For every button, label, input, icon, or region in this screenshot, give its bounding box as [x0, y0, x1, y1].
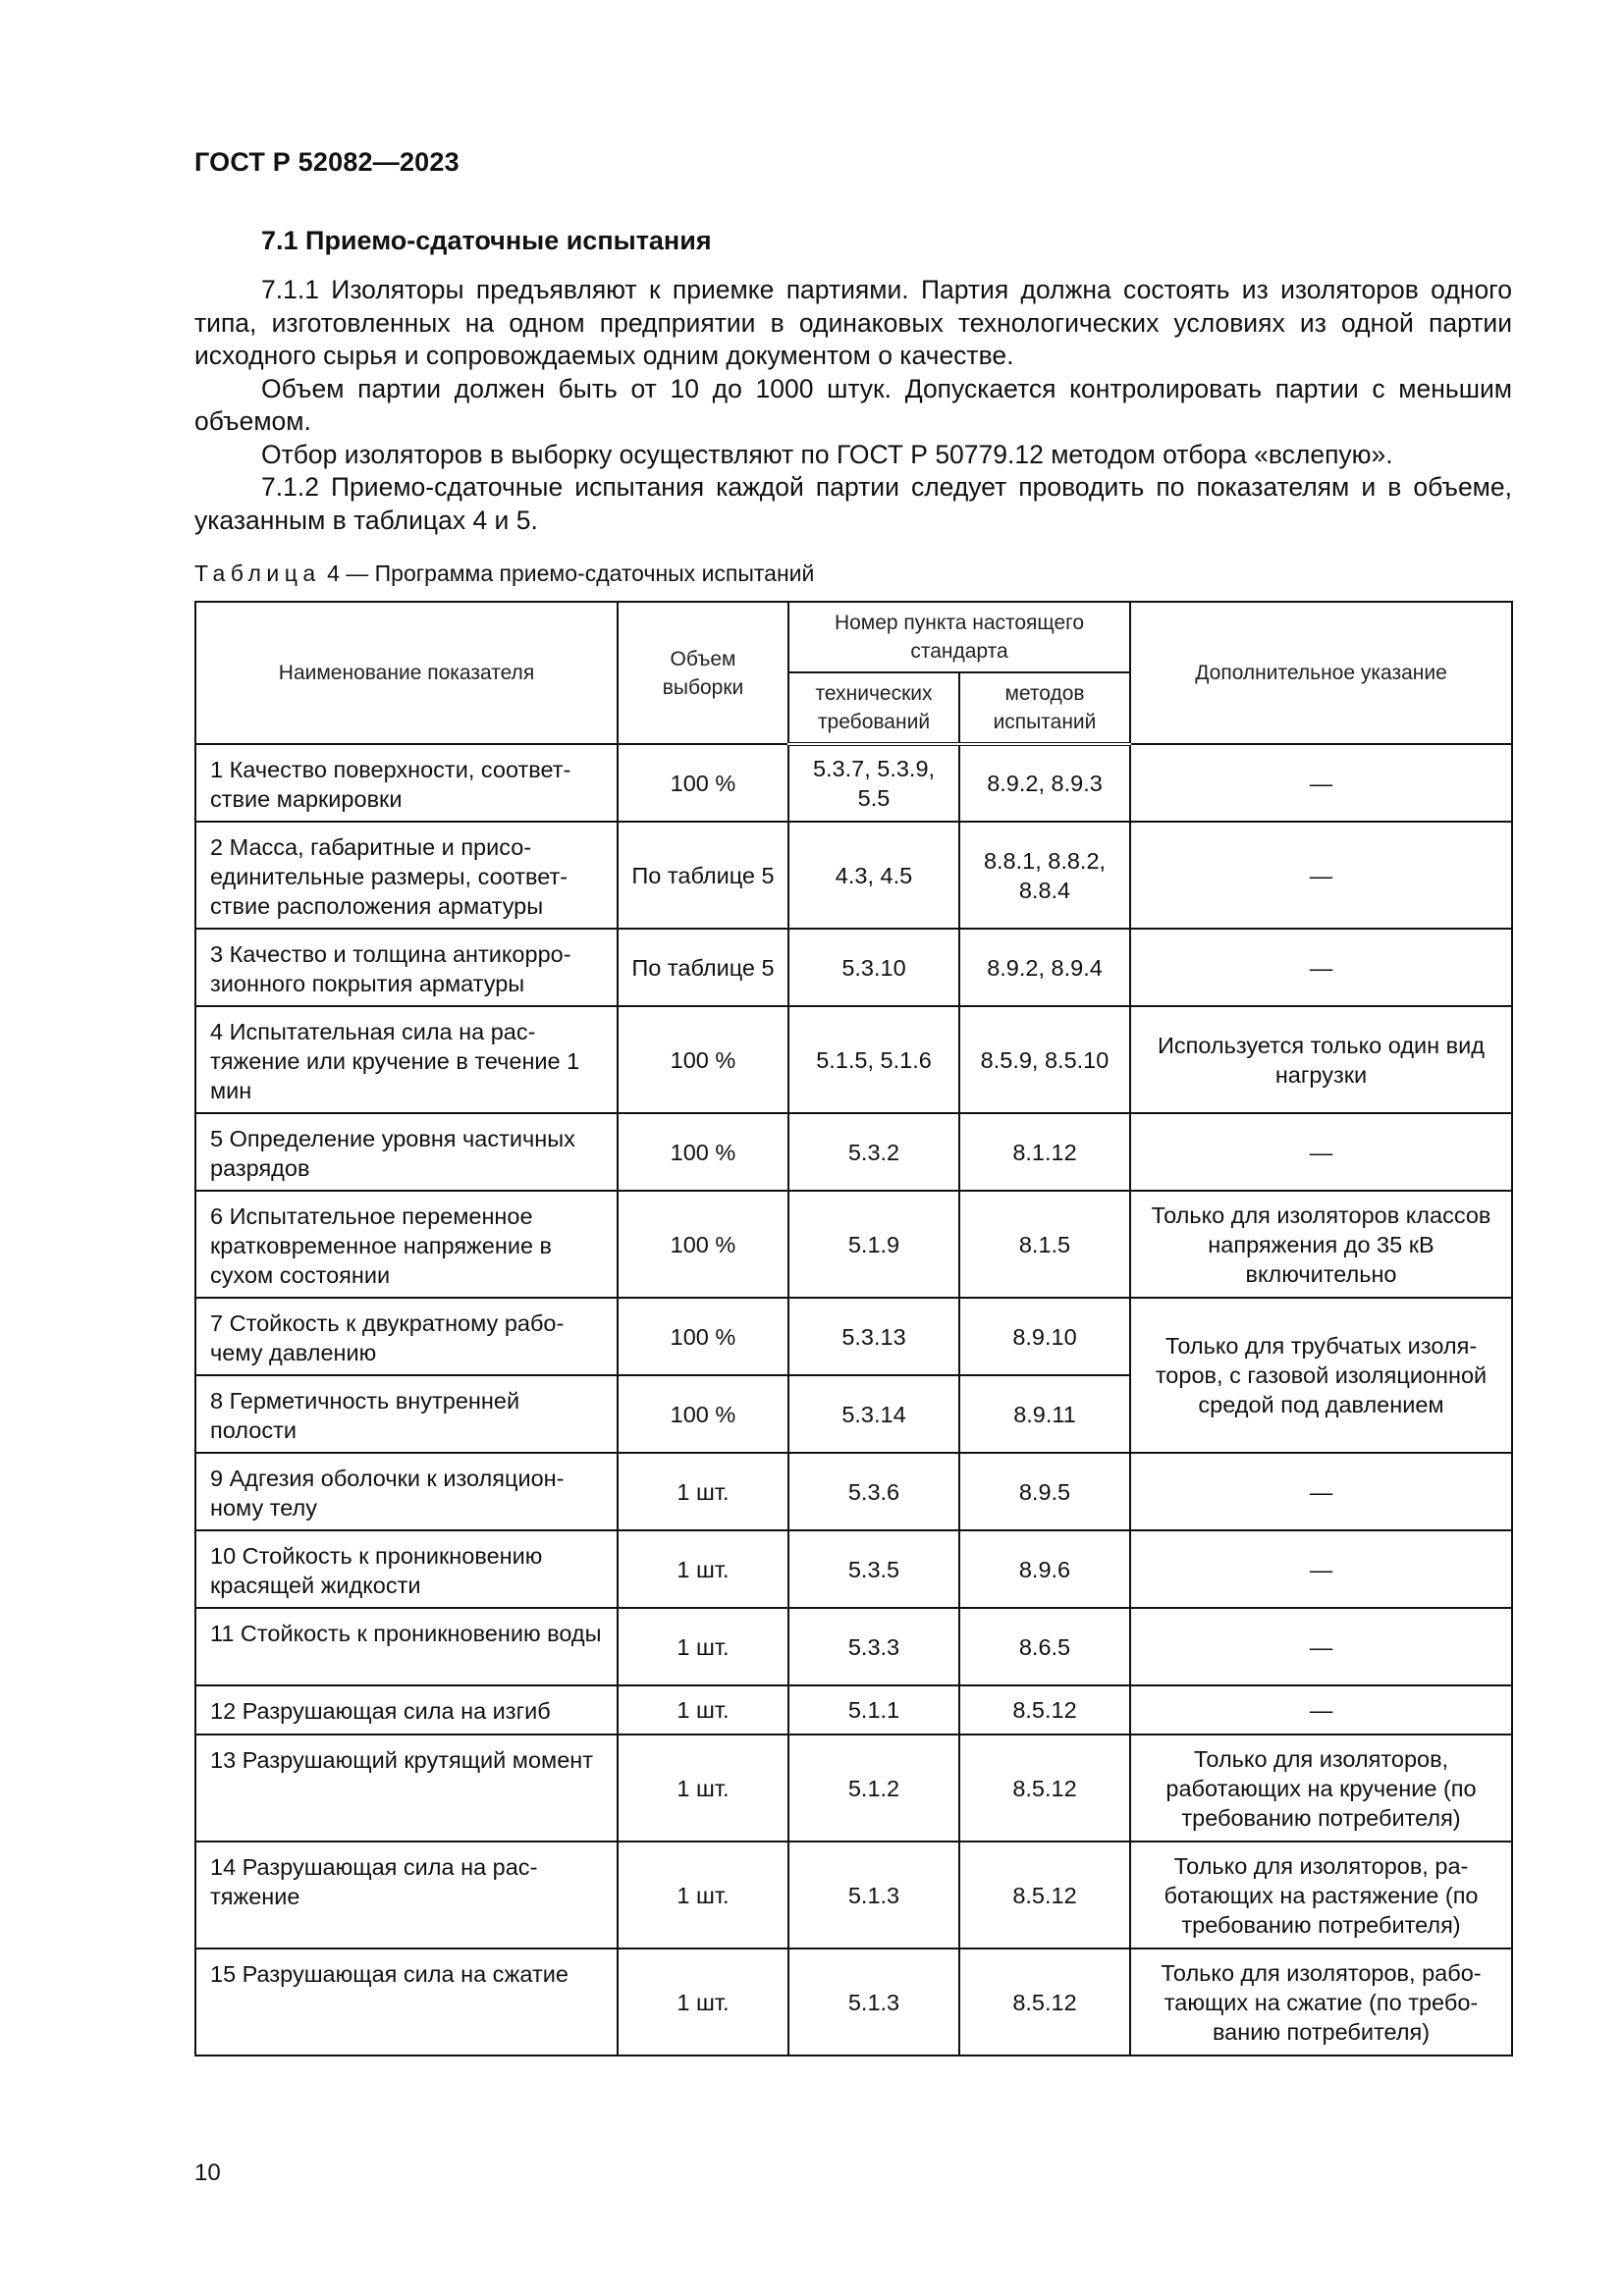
row-sample: 1 шт. — [618, 1685, 788, 1735]
row-tech: 5.3.10 — [788, 929, 959, 1006]
row-sample: 1 шт. — [618, 1842, 788, 1949]
header-clause-group: Номер пункта настоящего стандарта — [788, 602, 1130, 672]
test-program-table — [194, 601, 1513, 2056]
row-sample: 100 % — [618, 1298, 788, 1375]
row-tech: 5.1.3 — [788, 1842, 959, 1949]
row-note-merged: Только для трубчатых изоляторов, с газовой изоляционной средой под давлением — [1130, 1298, 1512, 1453]
table-row — [195, 1298, 1512, 1375]
row-name: 1 Качество поверхности, соответствие маркировки — [195, 744, 618, 822]
row-methods: 8.6.5 — [959, 1608, 1130, 1685]
row-name: 11 Стойкость к проникновению воды — [195, 1608, 618, 1685]
row-note: Только для изоляторов, работающих на сжатие (по требованию потребителя) — [1130, 1949, 1512, 2056]
table-row — [195, 1006, 1512, 1113]
row-sample: 100 % — [618, 1375, 788, 1453]
table-row — [195, 929, 1512, 1006]
document-code: ГОСТ Р 52082—2023 — [194, 147, 460, 177]
header-name: Наименование показателя — [195, 602, 618, 744]
row-methods: 8.9.2, 8.9.3 — [959, 744, 1130, 822]
table-row — [195, 1735, 1512, 1842]
row-methods: 8.9.11 — [959, 1375, 1130, 1453]
row-tech: 5.3.13 — [788, 1298, 959, 1375]
row-methods: 8.5.12 — [959, 1735, 1130, 1842]
table-row — [195, 1113, 1512, 1191]
table-row — [195, 1530, 1512, 1608]
header-tech: технических требований — [788, 672, 959, 744]
paragraph: 7.1.2 Приемо-сдаточные испытания каждой партии следует проводить по показателям и в объеме, указанным в таблицах 4 и 5. — [194, 472, 1512, 535]
row-note: Только для изоляторов, работающих на кручение (по требованию потребителя) — [1130, 1735, 1512, 1842]
table-row — [195, 1685, 1512, 1735]
row-sample: 1 шт. — [618, 1453, 788, 1530]
row-name: 3 Качество и толщина антикоррозионного покрытия арматуры — [195, 929, 618, 1006]
header-sample: Объем выборки — [618, 602, 788, 744]
row-tech: 4.3, 4.5 — [788, 822, 959, 929]
row-tech: 5.1.1 — [788, 1685, 959, 1735]
row-tech: 5.3.7, 5.3.9, 5.5 — [788, 744, 959, 822]
row-name: 13 Разрушающий крутящий момент — [195, 1735, 618, 1842]
row-tech: 5.3.2 — [788, 1113, 959, 1191]
table-row — [195, 1842, 1512, 1949]
row-name: 7 Стойкость к двукратному рабочему давлению — [195, 1298, 618, 1375]
row-name: 9 Адгезия оболочки к изоляционному телу — [195, 1453, 618, 1530]
row-tech: 5.3.14 — [788, 1375, 959, 1453]
header-note: Дополнительное указание — [1130, 602, 1512, 744]
row-methods: 8.9.10 — [959, 1298, 1130, 1375]
row-name: 2 Масса, габаритные и присоединительные размеры, соответствие расположения арматуры — [195, 822, 618, 929]
row-methods: 8.1.12 — [959, 1113, 1130, 1191]
paragraph: Объем партии должен быть от 10 до 1000 штук. Допускается контролировать партии с меньшим объемом. — [194, 373, 1512, 436]
row-sample: 1 шт. — [618, 1530, 788, 1608]
row-note: — — [1130, 1530, 1512, 1608]
row-methods: 8.5.9, 8.5.10 — [959, 1006, 1130, 1113]
row-methods: 8.5.12 — [959, 1949, 1130, 2056]
row-methods: 8.1.5 — [959, 1191, 1130, 1298]
row-methods: 8.9.6 — [959, 1530, 1130, 1608]
header-methods: методов испытаний — [959, 672, 1130, 744]
row-tech: 5.1.5, 5.1.6 — [788, 1006, 959, 1113]
row-name: 14 Разрушающая сила на растяжение — [195, 1842, 618, 1949]
row-sample: 1 шт. — [618, 1735, 788, 1842]
table-row — [195, 744, 1512, 822]
table-row — [195, 1453, 1512, 1530]
page-number: 10 — [194, 2160, 221, 2186]
row-methods: 8.5.12 — [959, 1842, 1130, 1949]
row-note: — — [1130, 822, 1512, 929]
row-note: Только для изоляторов классов напряжения до 35 кВ включительно — [1130, 1191, 1512, 1298]
row-tech: 5.1.2 — [788, 1735, 959, 1842]
row-methods: 8.9.5 — [959, 1453, 1130, 1530]
table-row — [195, 1608, 1512, 1685]
row-sample: 100 % — [618, 1191, 788, 1298]
row-note: Только для изоляторов, работающих на растяжение (по требованию потребителя) — [1130, 1842, 1512, 1949]
row-note: — — [1130, 1113, 1512, 1191]
row-note: — — [1130, 1453, 1512, 1530]
section-heading: 7.1 Приемо-сдаточные испытания — [261, 226, 712, 255]
row-note: — — [1130, 1608, 1512, 1685]
row-sample: 100 % — [618, 1113, 788, 1191]
table-caption-label: Таблица — [194, 561, 321, 586]
table-row — [195, 1949, 1512, 2056]
row-tech: 5.3.6 — [788, 1453, 959, 1530]
body-text — [194, 274, 1512, 537]
paragraph: 7.1.1 Изоляторы предъявляют к приемке партиями. Партия должна состоять из изоляторов одного типа, изготовленных на одном предприятии в одинаковых технологических условиях из одной партии исходного сырья и сопровождаемых одним документом о качестве. — [194, 275, 1512, 370]
row-sample: 1 шт. — [618, 1949, 788, 2056]
row-note: Используется только один вид нагрузки — [1130, 1006, 1512, 1113]
row-note: — — [1130, 744, 1512, 822]
row-sample: По таблице 5 — [618, 929, 788, 1006]
row-name: 8 Герметичность внутренней полости — [195, 1375, 618, 1453]
row-methods: 8.9.2, 8.9.4 — [959, 929, 1130, 1006]
row-name: 5 Определение уровня частичных разрядов — [195, 1113, 618, 1191]
row-methods: 8.5.12 — [959, 1685, 1130, 1735]
row-name: 4 Испытательная сила на растяжение или кручение в течение 1 мин — [195, 1006, 618, 1113]
row-name: 15 Разрушающая сила на сжатие — [195, 1949, 618, 2056]
paragraph: Отбор изоляторов в выборку осуществляют по ГОСТ Р 50779.12 методом отбора «вслепую». — [261, 439, 1393, 469]
row-name: 6 Испытательное переменное кратковременное напряжение в сухом состоянии — [195, 1191, 618, 1298]
table-caption-text: 4 — Программа приемо-сдаточных испытаний — [327, 561, 815, 586]
row-tech: 5.3.3 — [788, 1608, 959, 1685]
row-sample: По таблице 5 — [618, 822, 788, 929]
row-note: — — [1130, 929, 1512, 1006]
row-note: — — [1130, 1685, 1512, 1735]
table-row — [195, 822, 1512, 929]
row-sample: 100 % — [618, 744, 788, 822]
row-tech: 5.3.5 — [788, 1530, 959, 1608]
row-name: 12 Разрушающая сила на изгиб — [195, 1685, 618, 1735]
row-sample: 1 шт. — [618, 1608, 788, 1685]
row-methods: 8.8.1, 8.8.2, 8.8.4 — [959, 822, 1130, 929]
row-tech: 5.1.3 — [788, 1949, 959, 2056]
row-tech: 5.1.9 — [788, 1191, 959, 1298]
table-caption — [194, 561, 814, 587]
row-sample: 100 % — [618, 1006, 788, 1113]
row-name: 10 Стойкость к проникновению красящей жидкости — [195, 1530, 618, 1608]
table-row — [195, 1191, 1512, 1298]
